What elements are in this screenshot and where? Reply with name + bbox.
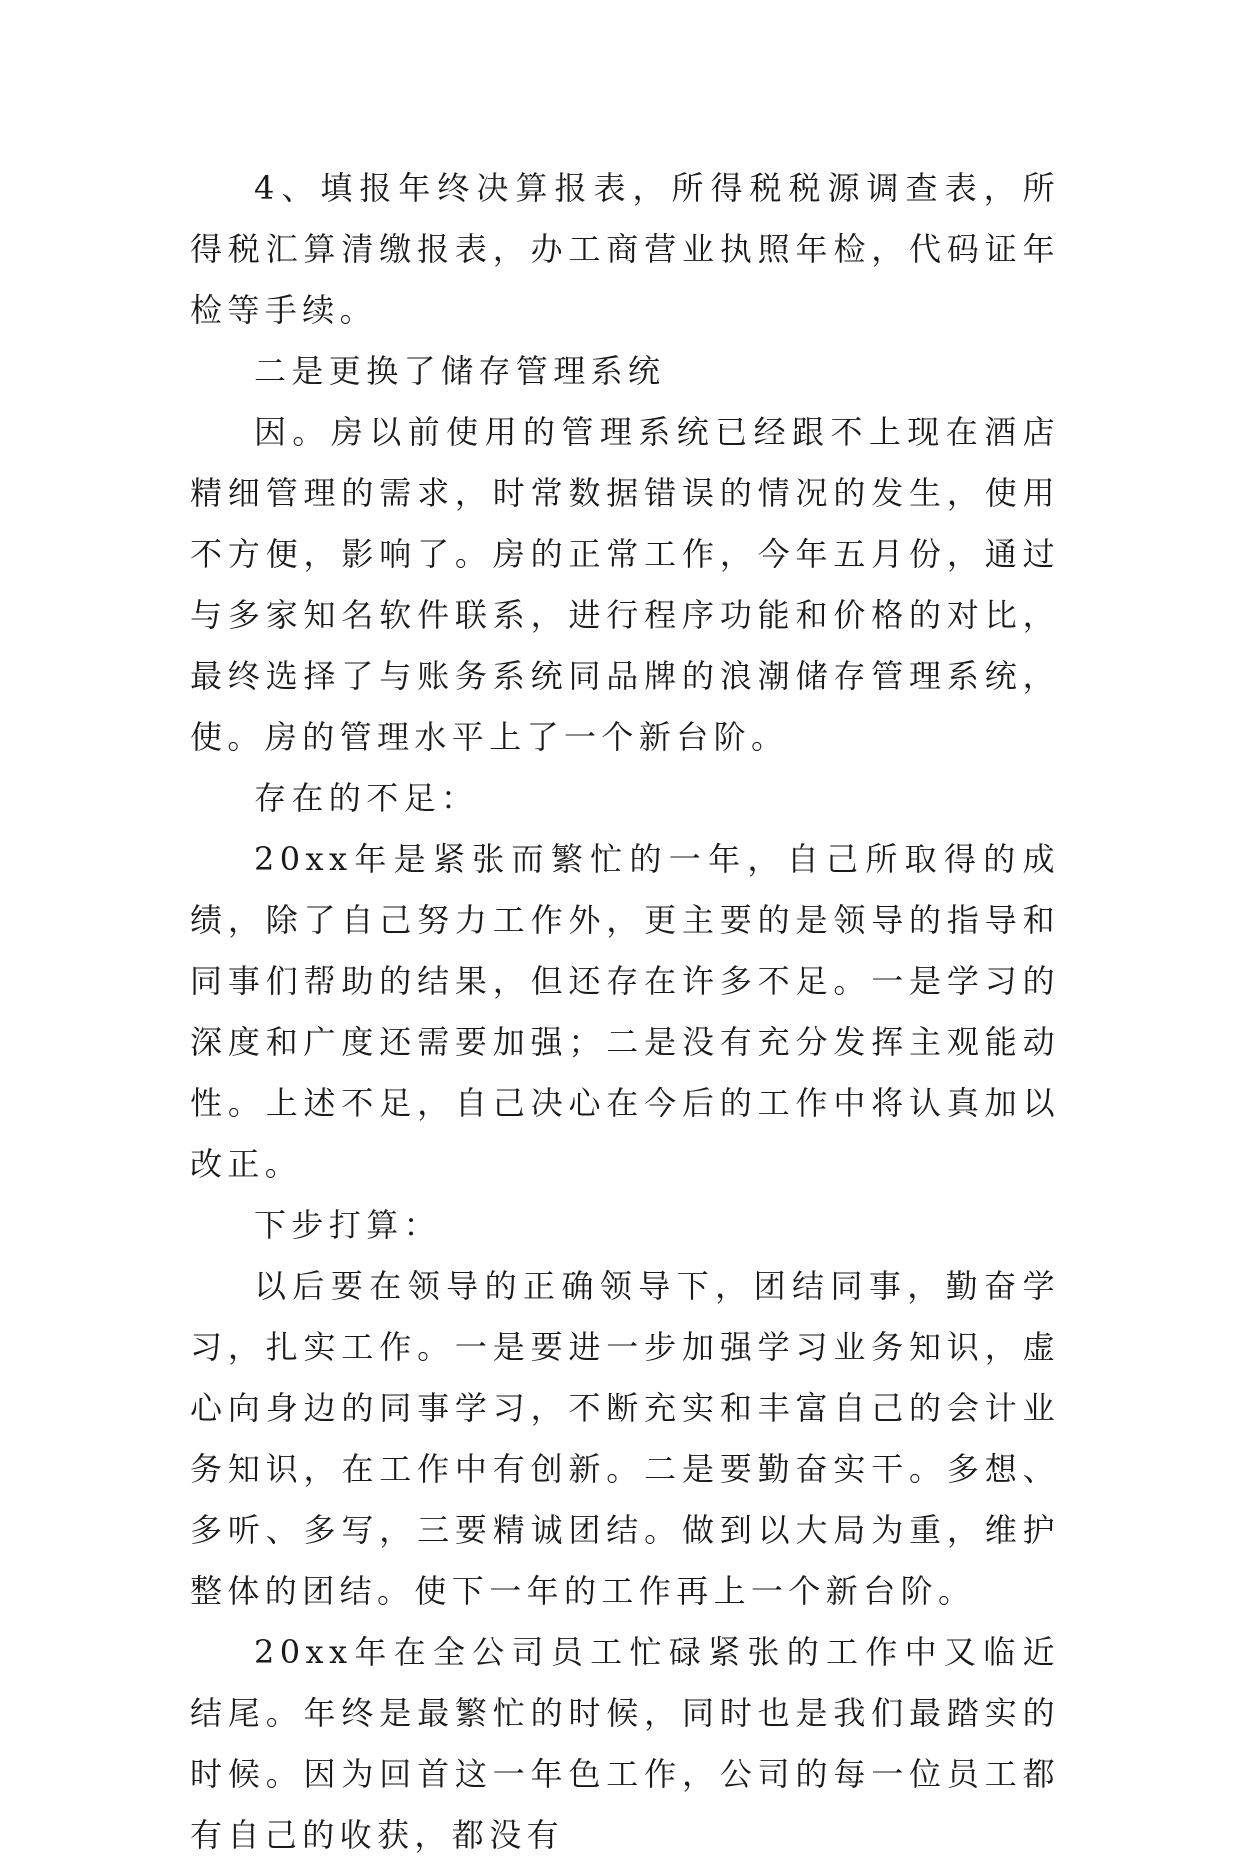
heading-storage-system: 二是更换了储存管理系统: [254, 352, 666, 390]
paragraph-tax-reporting: 4、填报年终决算报表，所得税税源调查表，所得税汇算清缴报表，办工商营业执照年检，代码证年检等手续。: [190, 169, 1060, 329]
paragraph-shortcomings: 20xx年是紧张而繁忙的一年，自己所取得的成绩，除了自己努力工作外，更主要的是领导的指导和同事们帮助的结果，但还存在许多不足。一是学习的深度和广度还需要加强；二是没有充分发挥主观能动性。上述不足，自己决心在今后的工作中将认真加以改正。: [190, 840, 1060, 1183]
heading-shortcomings: 存在的不足：: [254, 779, 479, 817]
document-body: [190, 158, 1060, 1866]
paragraph-year-end: 20xx年在全公司员工忙碌紧张的工作中又临近结尾。年终是最繁忙的时候，同时也是我们最踏实的时候。因为回首这一年色工作，公司的每一位员工都有自己的收获，都没有: [190, 1633, 1060, 1854]
heading-next-plan: 下步打算：: [254, 1206, 442, 1244]
paragraph-storage-system: 因。房以前使用的管理系统已经跟不上现在酒店精细管理的需求，时常数据错误的情况的发生，使用不方便，影响了。房的正常工作，今年五月份，通过与多家知名软件联系，进行程序功能和价格的对比，最终选择了与账务系统同品牌的浪潮储存管理系统，使。房的管理水平上了一个新台阶。: [190, 413, 1060, 756]
paragraph-next-plan: 以后要在领导的正确领导下，团结同事，勤奋学习，扎实工作。一是要进一步加强学习业务知识，虚心向身边的同事学习，不断充实和丰富自己的会计业务知识，在工作中有创新。二是要勤奋实干。多想、多听、多写，三要精诚团结。做到以大局为重，维护整体的团结。使下一年的工作再上一个新台阶。: [190, 1267, 1060, 1610]
